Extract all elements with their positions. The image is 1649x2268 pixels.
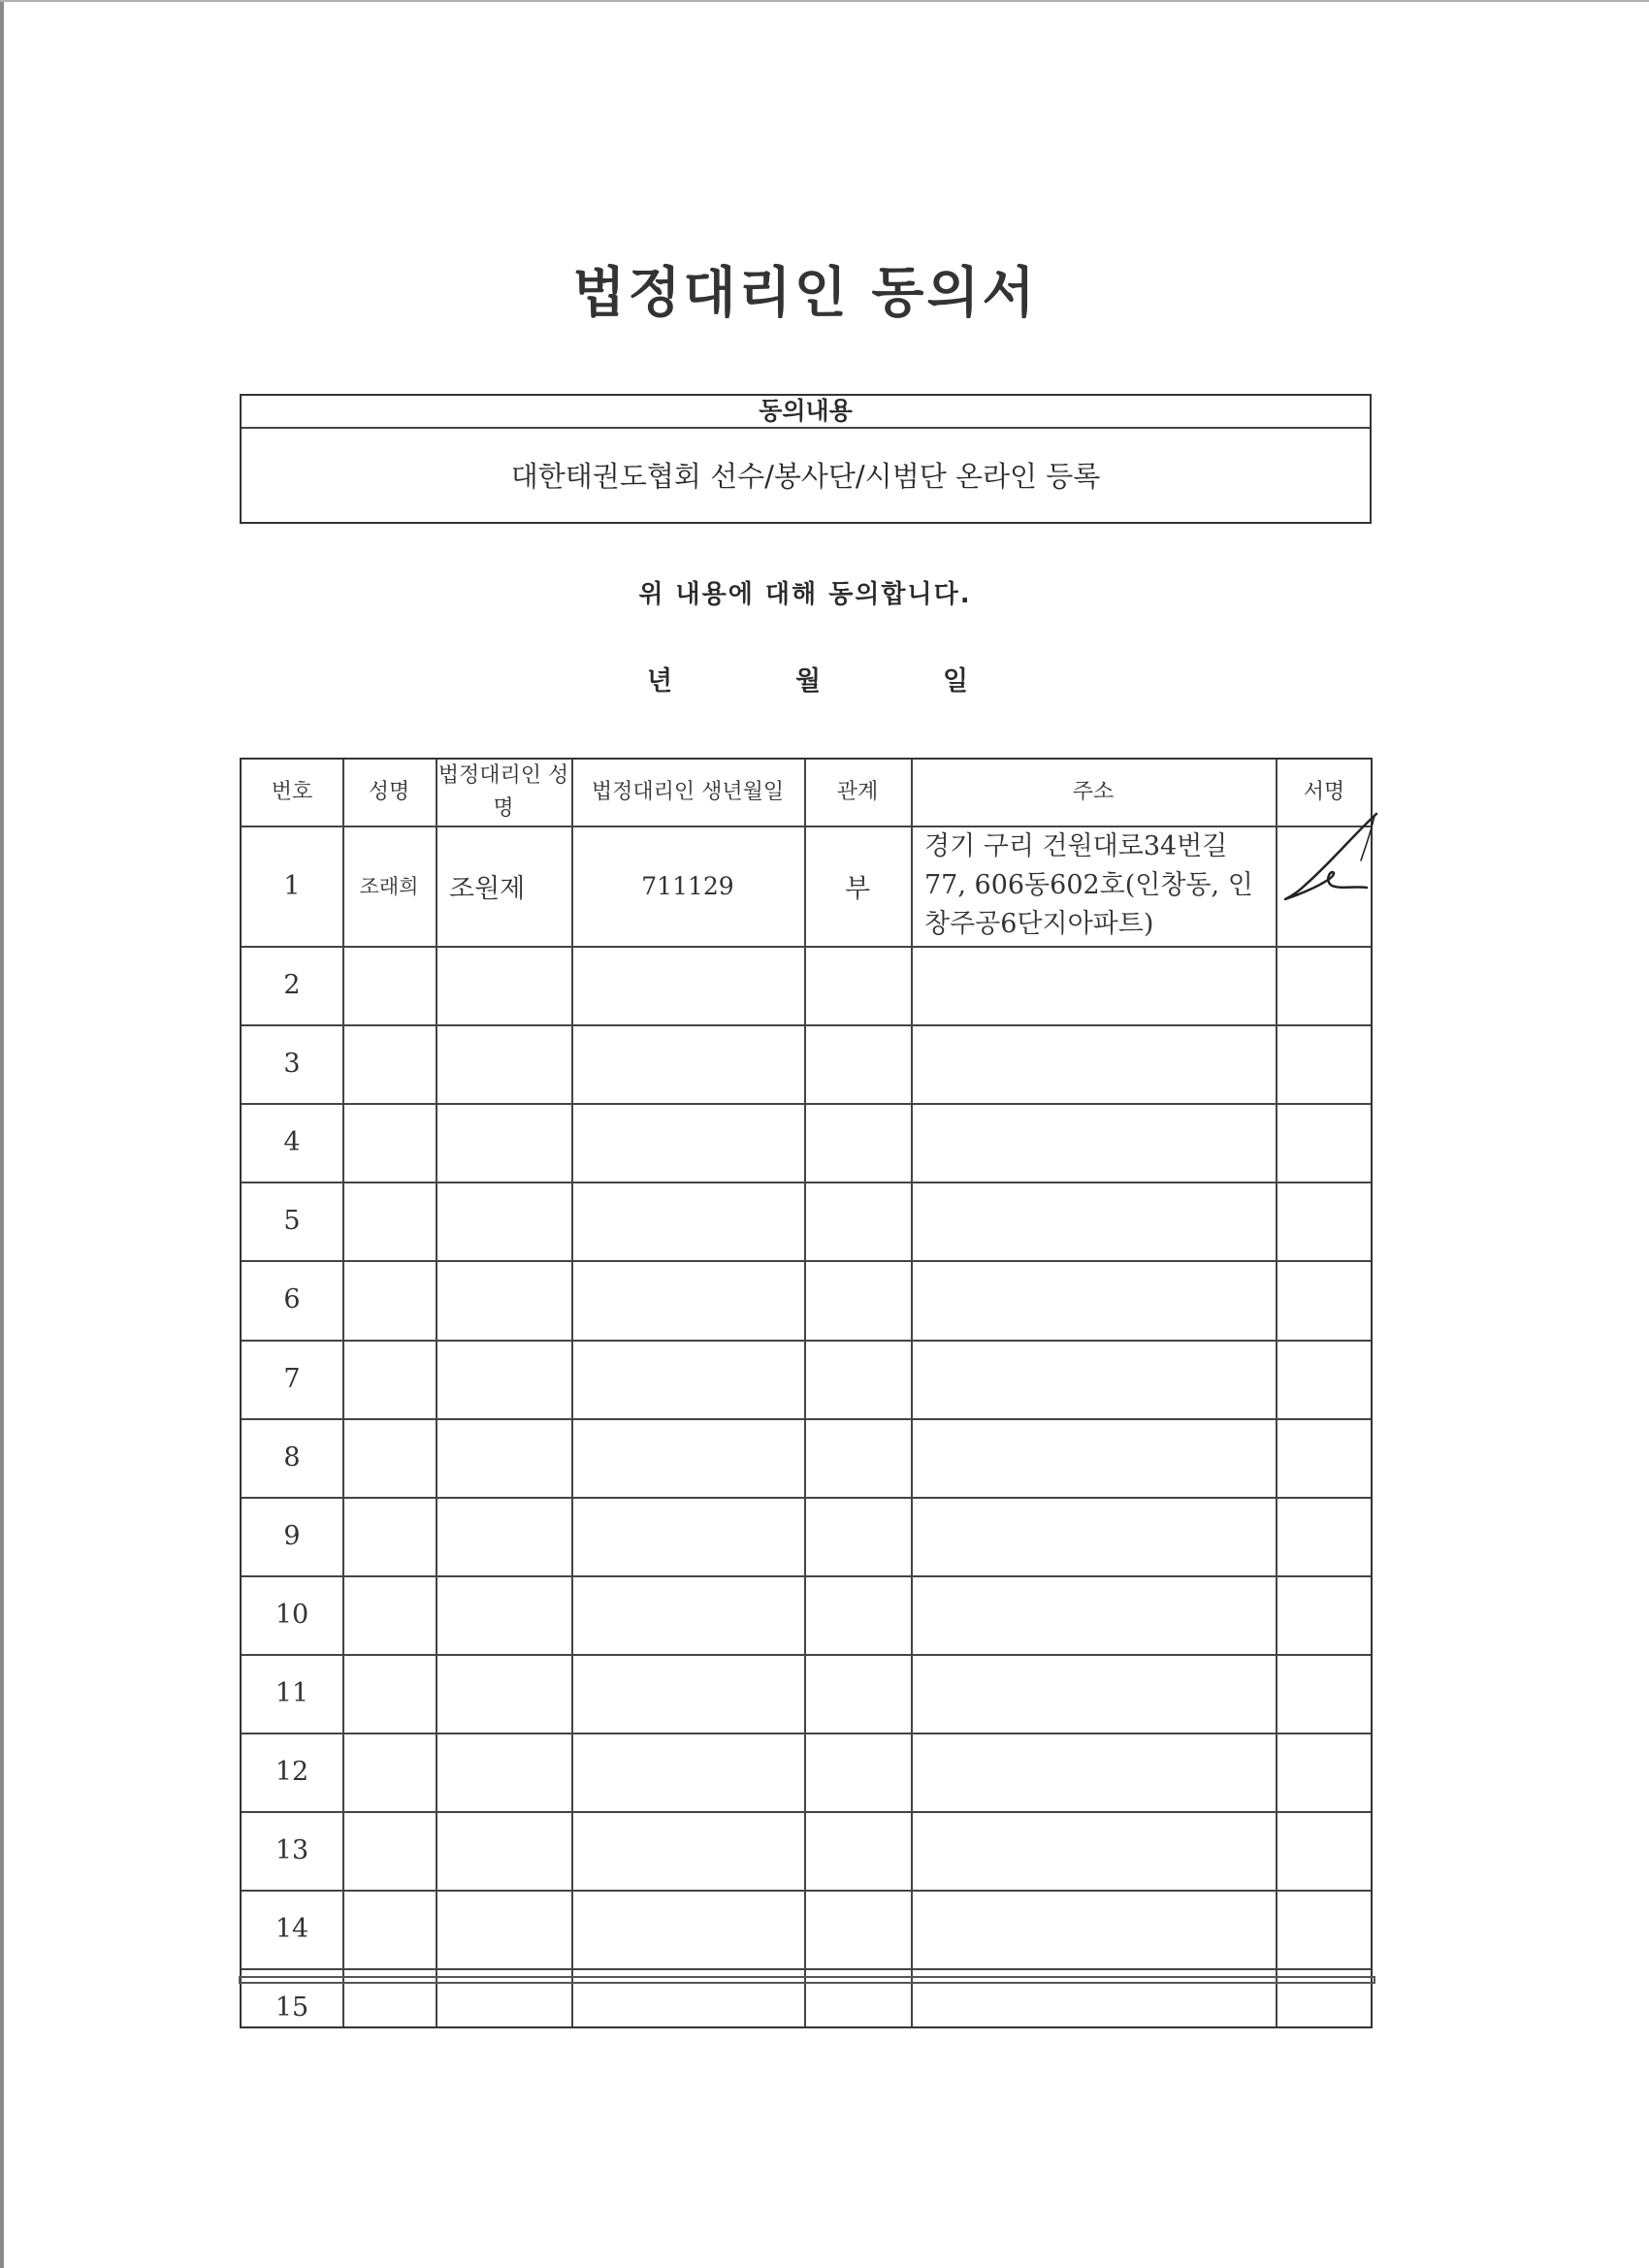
cell-guardian-birth bbox=[571, 1733, 804, 1811]
row-number: 14 bbox=[275, 1914, 309, 1945]
row-number: 6 bbox=[283, 1284, 301, 1315]
cell-relation bbox=[804, 1103, 911, 1182]
cell-name bbox=[342, 1654, 436, 1733]
row-number: 9 bbox=[283, 1520, 301, 1551]
cell-guardian-name bbox=[436, 1024, 571, 1103]
cell-name bbox=[342, 1811, 436, 1890]
table-strip-artifact bbox=[239, 1976, 1375, 1984]
cell-guardian-birth bbox=[571, 1654, 804, 1733]
row-number: 1 bbox=[283, 870, 301, 901]
date-year-label: 년 bbox=[647, 666, 673, 697]
row-number: 4 bbox=[283, 1127, 301, 1158]
row-number: 3 bbox=[283, 1049, 301, 1080]
cell-name bbox=[342, 1103, 436, 1182]
row-number: 8 bbox=[283, 1442, 301, 1473]
header-address: 주소 bbox=[1072, 780, 1115, 804]
cell-relation bbox=[804, 1340, 911, 1418]
row-number: 2 bbox=[283, 970, 301, 1001]
cell-guardian-birth bbox=[571, 946, 804, 1024]
cell-guardian-birth bbox=[571, 1811, 804, 1890]
cell-name bbox=[342, 1890, 436, 1968]
cell-name bbox=[342, 1575, 436, 1654]
cell-guardian-name bbox=[436, 1103, 571, 1182]
row-number: 15 bbox=[275, 1993, 309, 2024]
cell-relation bbox=[804, 1733, 911, 1811]
cell-guardian-name bbox=[436, 1182, 571, 1260]
cell-guardian-birth bbox=[571, 1575, 804, 1654]
cell-guardian-name bbox=[436, 1418, 571, 1497]
row-number: 11 bbox=[275, 1677, 309, 1708]
address-line: 77, 606동602호(인창동, 인 bbox=[924, 870, 1253, 900]
cell-relation bbox=[804, 1260, 911, 1339]
signature-mark bbox=[1277, 804, 1384, 915]
cell-name bbox=[342, 1340, 436, 1418]
cell-relation bbox=[804, 1418, 911, 1497]
cell-guardian-name bbox=[436, 1811, 571, 1890]
cell-guardian-name bbox=[436, 1890, 571, 1968]
cell-relation bbox=[804, 1575, 911, 1654]
document-title: 법정대리인 동의서 bbox=[572, 262, 1038, 325]
cell-name bbox=[342, 1260, 436, 1339]
cell-guardian-name bbox=[436, 1575, 571, 1654]
row-number: 12 bbox=[275, 1757, 309, 1788]
cell-guardian-birth: 711129 bbox=[641, 871, 734, 900]
cell-guardian-name bbox=[436, 1733, 571, 1811]
header-name: 성명 bbox=[368, 780, 410, 804]
cell-name bbox=[342, 1733, 436, 1811]
cell-relation bbox=[804, 1024, 911, 1103]
cell-guardian-birth bbox=[571, 1024, 804, 1103]
cell-guardian-birth bbox=[571, 1890, 804, 1968]
date-day-label: 일 bbox=[943, 666, 969, 697]
cell-guardian-name bbox=[436, 1340, 571, 1418]
row-number: 10 bbox=[275, 1599, 309, 1630]
cell-name bbox=[342, 946, 436, 1024]
cell-guardian-name bbox=[436, 1497, 571, 1575]
cell-name bbox=[342, 1182, 436, 1260]
header-signature: 서명 bbox=[1303, 780, 1345, 804]
cell-relation bbox=[804, 1497, 911, 1575]
header-number: 번호 bbox=[271, 780, 313, 804]
cell-relation: 부 bbox=[844, 873, 871, 904]
cell-guardian-birth bbox=[571, 1418, 804, 1497]
cell-guardian-birth bbox=[571, 1260, 804, 1339]
cell-relation bbox=[804, 1890, 911, 1968]
cell-guardian-name: 조원제 bbox=[449, 873, 526, 904]
cell-name bbox=[342, 1418, 436, 1497]
cell-relation bbox=[804, 1654, 911, 1733]
header-relation: 관계 bbox=[836, 780, 879, 804]
cell-guardian-birth bbox=[571, 1340, 804, 1418]
page-edge bbox=[0, 0, 4, 2268]
row-number: 7 bbox=[283, 1363, 301, 1394]
cell-address bbox=[924, 827, 1268, 944]
cell-relation bbox=[804, 1811, 911, 1890]
cell-guardian-name bbox=[436, 1260, 571, 1339]
header-guardian-birth: 법정대리인 생년월일 bbox=[591, 780, 785, 804]
row-number: 5 bbox=[283, 1206, 301, 1237]
row-number: 13 bbox=[275, 1835, 309, 1866]
cell-guardian-birth bbox=[571, 1182, 804, 1260]
cell-guardian-name bbox=[436, 1654, 571, 1733]
cell-guardian-name bbox=[436, 946, 571, 1024]
address-line: 경기 구리 건원대로34번길 bbox=[924, 831, 1228, 861]
cell-name: 조래희 bbox=[359, 875, 419, 898]
consent-header: 동의내용 bbox=[242, 396, 1370, 429]
cell-relation bbox=[804, 1182, 911, 1260]
header-guardian-name: 법정대리인 성명 bbox=[437, 763, 569, 821]
consent-body: 대한태권도협회 선수/봉사단/시범단 온라인 등록 bbox=[510, 460, 1101, 493]
cell-name bbox=[342, 1497, 436, 1575]
cell-relation bbox=[804, 946, 911, 1024]
address-line: 창주공6단지아파트) bbox=[924, 909, 1154, 939]
guardian-table bbox=[240, 758, 1373, 2028]
cell-name bbox=[342, 1024, 436, 1103]
cell-guardian-birth bbox=[571, 1497, 804, 1575]
consent-box bbox=[240, 394, 1372, 524]
page-edge-top bbox=[0, 0, 1649, 2]
cell-guardian-birth bbox=[571, 1103, 804, 1182]
agreement-statement: 위 내용에 대해 동의합니다. bbox=[638, 580, 972, 609]
date-month-label: 월 bbox=[795, 666, 822, 697]
